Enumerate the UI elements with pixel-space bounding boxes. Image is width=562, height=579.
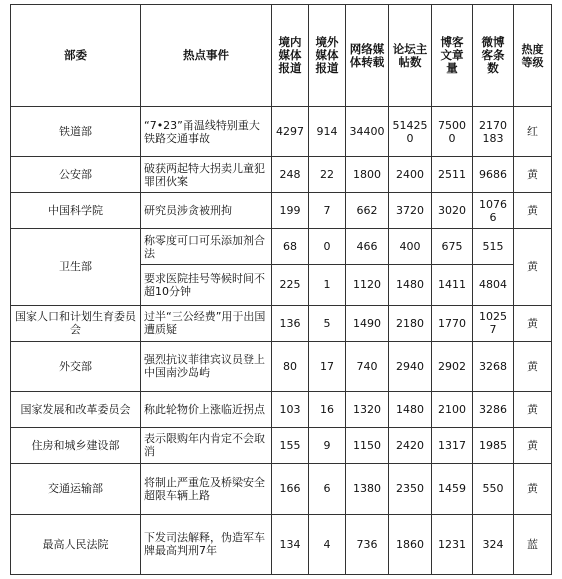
level-cell: 蓝 (514, 514, 552, 574)
dept-cell: 国家发展和改革委员会 (11, 391, 141, 427)
weibo-cell: 3268 (473, 341, 514, 391)
table-row (11, 193, 552, 229)
weibo-cell: 3286 (473, 391, 514, 427)
event-cell: 称零度可口可乐添加剂合法 (141, 229, 272, 265)
weibo-cell: 4804 (473, 265, 514, 305)
dept-cell: 铁道部 (11, 107, 141, 157)
level-cell: 黄 (514, 341, 552, 391)
foreign-cell: 6 (309, 463, 346, 514)
domestic-cell: 155 (272, 427, 309, 463)
table-row (11, 463, 552, 514)
header-foreign: 境外媒体报道 (309, 5, 346, 107)
dept-cell: 国家人口和计划生育委员会 (11, 305, 141, 341)
forum-cell: 2180 (389, 305, 432, 341)
blog-cell: 1411 (432, 265, 473, 305)
dept-cell: 住房和城乡建设部 (11, 427, 141, 463)
table-row (11, 391, 552, 427)
level-cell: 黄 (514, 157, 552, 193)
header-net: 网络媒体转载 (346, 5, 389, 107)
domestic-cell: 134 (272, 514, 309, 574)
net-cell: 466 (346, 229, 389, 265)
dept-cell: 公安部 (11, 157, 141, 193)
level-cell: 黄 (514, 391, 552, 427)
header-weibo: 微博客条数 (473, 5, 514, 107)
forum-cell: 2350 (389, 463, 432, 514)
blog-cell: 2902 (432, 341, 473, 391)
event-cell: 过半“三公经费”用于出国遭质疑 (141, 305, 272, 341)
header-level: 热度等级 (514, 5, 552, 107)
forum-cell: 3720 (389, 193, 432, 229)
table-row (11, 514, 552, 574)
table-row (11, 305, 552, 341)
forum-cell: 400 (389, 229, 432, 265)
forum-cell: 1480 (389, 265, 432, 305)
foreign-cell: 9 (309, 427, 346, 463)
domestic-cell: 199 (272, 193, 309, 229)
net-cell: 34400 (346, 107, 389, 157)
domestic-cell: 4297 (272, 107, 309, 157)
foreign-cell: 16 (309, 391, 346, 427)
weibo-cell: 9686 (473, 157, 514, 193)
dept-cell: 中国科学院 (11, 193, 141, 229)
net-cell: 1150 (346, 427, 389, 463)
net-cell: 1320 (346, 391, 389, 427)
weibo-cell: 515 (473, 229, 514, 265)
domestic-cell: 166 (272, 463, 309, 514)
net-cell: 1800 (346, 157, 389, 193)
header-row (11, 5, 552, 107)
level-cell: 黄 (514, 305, 552, 341)
event-cell: “7•23”甬温线特别重大铁路交通事故 (141, 107, 272, 157)
domestic-cell: 136 (272, 305, 309, 341)
header-dept: 部委 (11, 5, 141, 107)
table-row (11, 341, 552, 391)
blog-cell: 75000 (432, 107, 473, 157)
weibo-cell: 10257 (473, 305, 514, 341)
domestic-cell: 248 (272, 157, 309, 193)
header-domestic: 境内媒体报道 (272, 5, 309, 107)
table-row (11, 157, 552, 193)
weibo-cell: 10766 (473, 193, 514, 229)
forum-cell: 1480 (389, 391, 432, 427)
blog-cell: 3020 (432, 193, 473, 229)
level-cell: 黄 (514, 463, 552, 514)
event-cell: 研究员涉贪被刑拘 (141, 193, 272, 229)
blog-cell: 675 (432, 229, 473, 265)
table-row (11, 427, 552, 463)
hotspot-table (10, 4, 552, 575)
net-cell: 736 (346, 514, 389, 574)
level-cell: 红 (514, 107, 552, 157)
net-cell: 1380 (346, 463, 389, 514)
foreign-cell: 5 (309, 305, 346, 341)
event-cell: 要求医院挂号等候时间不超10分钟 (141, 265, 272, 305)
domestic-cell: 68 (272, 229, 309, 265)
domestic-cell: 103 (272, 391, 309, 427)
header-forum: 论坛主帖数 (389, 5, 432, 107)
domestic-cell: 225 (272, 265, 309, 305)
header-blog: 博客文章量 (432, 5, 473, 107)
foreign-cell: 0 (309, 229, 346, 265)
domestic-cell: 80 (272, 341, 309, 391)
foreign-cell: 914 (309, 107, 346, 157)
forum-cell: 2400 (389, 157, 432, 193)
header-event: 热点事件 (141, 5, 272, 107)
dept-cell: 外交部 (11, 341, 141, 391)
blog-cell: 2100 (432, 391, 473, 427)
net-cell: 1490 (346, 305, 389, 341)
level-cell: 黄 (514, 229, 552, 305)
net-cell: 662 (346, 193, 389, 229)
event-cell: 将制止严重危及桥梁安全超限车辆上路 (141, 463, 272, 514)
event-cell: 下发司法解释，伪造军车牌最高判刑7年 (141, 514, 272, 574)
foreign-cell: 4 (309, 514, 346, 574)
forum-cell: 1860 (389, 514, 432, 574)
forum-cell: 514250 (389, 107, 432, 157)
event-cell: 强烈抗议菲律宾议员登上中国南沙岛屿 (141, 341, 272, 391)
event-cell: 表示限购年内肯定不会取消 (141, 427, 272, 463)
dept-cell: 最高人民法院 (11, 514, 141, 574)
blog-cell: 1459 (432, 463, 473, 514)
weibo-cell: 2170183 (473, 107, 514, 157)
foreign-cell: 17 (309, 341, 346, 391)
forum-cell: 2420 (389, 427, 432, 463)
forum-cell: 2940 (389, 341, 432, 391)
blog-cell: 1770 (432, 305, 473, 341)
weibo-cell: 550 (473, 463, 514, 514)
event-cell: 称此轮物价上涨临近拐点 (141, 391, 272, 427)
weibo-cell: 1985 (473, 427, 514, 463)
dept-cell: 卫生部 (11, 229, 141, 305)
foreign-cell: 22 (309, 157, 346, 193)
net-cell: 740 (346, 341, 389, 391)
table-row (11, 107, 552, 157)
dept-cell: 交通运输部 (11, 463, 141, 514)
table-row (11, 229, 552, 265)
weibo-cell: 324 (473, 514, 514, 574)
blog-cell: 1231 (432, 514, 473, 574)
blog-cell: 1317 (432, 427, 473, 463)
blog-cell: 2511 (432, 157, 473, 193)
foreign-cell: 1 (309, 265, 346, 305)
event-cell: 破获两起特大拐卖儿童犯罪团伙案 (141, 157, 272, 193)
foreign-cell: 7 (309, 193, 346, 229)
level-cell: 黄 (514, 427, 552, 463)
net-cell: 1120 (346, 265, 389, 305)
level-cell: 黄 (514, 193, 552, 229)
